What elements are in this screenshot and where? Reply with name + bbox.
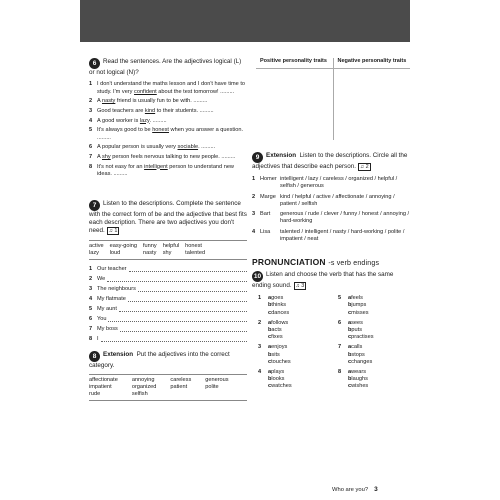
verb-option[interactable] bbox=[268, 334, 288, 341]
exercise-7 bbox=[89, 200, 247, 346]
verb-options bbox=[348, 344, 372, 366]
verb-option[interactable] bbox=[348, 344, 372, 351]
option-letter: c bbox=[348, 334, 352, 341]
item-number: 8 bbox=[89, 163, 93, 170]
option-letter: a bbox=[268, 295, 272, 302]
answer-line bbox=[89, 276, 247, 283]
verb: laughs bbox=[351, 376, 368, 383]
verb-options bbox=[348, 320, 374, 342]
verb: looks bbox=[271, 376, 285, 383]
item-number: 4 bbox=[89, 295, 93, 302]
verb: watches bbox=[271, 383, 292, 390]
person-name: Marge bbox=[260, 193, 276, 200]
verb-group bbox=[338, 295, 410, 317]
verb-option[interactable] bbox=[348, 295, 369, 302]
option-letter: b bbox=[268, 327, 272, 334]
word-column bbox=[185, 243, 205, 257]
item-number: 4 bbox=[89, 117, 93, 124]
verb: follows bbox=[271, 319, 289, 326]
option-letter: b bbox=[348, 376, 352, 383]
adjective: annoying bbox=[131, 377, 155, 384]
write-in-rule[interactable] bbox=[128, 296, 247, 302]
item-number: 1 bbox=[258, 295, 262, 302]
verb-option[interactable] bbox=[348, 383, 368, 390]
option-letter: a bbox=[348, 369, 352, 376]
adjective-options[interactable]: kind / helpful / active / affectionate / annoying / patient / selfish bbox=[280, 193, 395, 207]
verb-option[interactable] bbox=[348, 327, 374, 334]
verb-options bbox=[268, 320, 288, 342]
verb-options bbox=[268, 344, 291, 366]
extension-label: Extension bbox=[266, 152, 297, 159]
sentence-text: A popular person is usually very sociable. ......... bbox=[97, 144, 216, 151]
word: nasty bbox=[143, 249, 157, 256]
verb-group bbox=[258, 295, 330, 317]
exercise-instruction: Listen to the descriptions. Circle all the adjectives that describe each person. bbox=[252, 152, 408, 170]
write-in-rule[interactable] bbox=[119, 306, 247, 312]
option-letter: a bbox=[348, 344, 352, 351]
exercise-instruction: Listen and choose the verb that has the same ending sound. bbox=[252, 271, 394, 289]
option-letter: c bbox=[348, 309, 352, 316]
adjective: organized bbox=[131, 384, 157, 391]
word: easy-going bbox=[109, 242, 137, 249]
verb: changes bbox=[351, 358, 373, 365]
verb-group bbox=[338, 320, 410, 342]
answer-line bbox=[89, 336, 247, 343]
verb-option[interactable] bbox=[268, 352, 291, 359]
verb: fixes bbox=[271, 334, 283, 341]
pronunciation-title: PRONUNCIATION bbox=[252, 257, 326, 267]
verb-options bbox=[348, 295, 369, 317]
item-number: 2 bbox=[89, 275, 93, 282]
word-column bbox=[89, 243, 104, 257]
option-letter: c bbox=[268, 383, 272, 390]
person-row bbox=[252, 176, 412, 190]
sentence-text: It's always good to be honest when you answer a question. ......... bbox=[97, 127, 243, 141]
option-letter: c bbox=[348, 358, 352, 365]
negative-traits-header: Negative personality traits bbox=[333, 58, 411, 68]
verb-option[interactable] bbox=[348, 334, 374, 341]
adjective: generous bbox=[205, 377, 229, 384]
sentence-item bbox=[89, 98, 247, 106]
item-number: 1 bbox=[89, 265, 93, 272]
verb: dances bbox=[271, 309, 290, 316]
word-box bbox=[89, 240, 247, 260]
item-number: 1 bbox=[89, 81, 93, 88]
option-letter: b bbox=[268, 351, 272, 358]
adjective: careless bbox=[170, 377, 192, 384]
verb-options bbox=[268, 369, 292, 391]
verb-option[interactable] bbox=[348, 310, 369, 317]
verb-group bbox=[258, 320, 330, 342]
sentence-item bbox=[89, 144, 247, 152]
verb: thinks bbox=[271, 302, 287, 309]
extension-label: Extension bbox=[103, 351, 134, 358]
header-banner bbox=[80, 0, 410, 42]
word: honest bbox=[185, 242, 202, 249]
sentence-text: A shy person feels nervous talking to new people. ......... bbox=[97, 153, 236, 160]
sentence-item bbox=[89, 108, 247, 116]
adjective: affectionate bbox=[89, 377, 118, 384]
word: shy bbox=[162, 249, 172, 256]
verb: wears bbox=[351, 369, 367, 376]
item-number: 5 bbox=[338, 295, 342, 302]
verb: goes bbox=[271, 295, 284, 302]
verb-option[interactable] bbox=[268, 320, 288, 327]
target-adjective: intelligent bbox=[144, 163, 168, 170]
verb: calls bbox=[351, 344, 363, 351]
item-number: 6 bbox=[338, 319, 342, 326]
adjective-column bbox=[89, 377, 118, 398]
word: funny bbox=[143, 242, 157, 249]
sentence-start: My flatmate bbox=[97, 295, 126, 302]
verb-group bbox=[338, 369, 410, 391]
verb-group bbox=[258, 369, 330, 391]
exercise-6-items bbox=[89, 81, 247, 179]
audio-track-icon[interactable]: ♫ 3 bbox=[295, 283, 305, 289]
item-number: 3 bbox=[252, 211, 256, 218]
item-number: 3 bbox=[258, 344, 262, 351]
target-adjective: confident bbox=[134, 88, 157, 95]
word: active bbox=[89, 242, 104, 249]
adjective-column bbox=[170, 377, 191, 398]
verb-option[interactable] bbox=[268, 295, 289, 302]
answer-line bbox=[89, 316, 247, 323]
target-adjective: kind bbox=[144, 107, 156, 114]
word-column bbox=[110, 243, 137, 257]
item-number: 8 bbox=[338, 369, 342, 376]
verb: stops bbox=[351, 351, 365, 358]
verb-option[interactable] bbox=[268, 310, 289, 317]
verb: plays bbox=[271, 369, 285, 376]
verb: wishes bbox=[351, 383, 369, 390]
option-letter: b bbox=[348, 351, 352, 358]
item-number: 4 bbox=[258, 369, 262, 376]
exercise-7-heading bbox=[89, 200, 247, 236]
page-number: 3 bbox=[374, 486, 378, 493]
audio-track-icon[interactable]: ♫ 2 bbox=[359, 164, 369, 170]
sentence-text: Good teachers are kind to their students. ......... bbox=[97, 107, 214, 114]
word: loud bbox=[109, 249, 121, 256]
option-letter: a bbox=[268, 319, 272, 326]
answer-line bbox=[89, 266, 247, 273]
verb: sees bbox=[351, 319, 363, 326]
verb: puts bbox=[351, 327, 362, 334]
word-column bbox=[163, 243, 179, 257]
sentence-text: A good worker is lazy. ......... bbox=[97, 117, 167, 124]
sentence-item bbox=[89, 154, 247, 162]
write-in-rule[interactable] bbox=[108, 316, 247, 322]
option-letter: a bbox=[348, 295, 352, 302]
item-number: 2 bbox=[89, 98, 93, 105]
adjective: impatient bbox=[89, 384, 112, 391]
word: helpful bbox=[162, 242, 180, 249]
verb-option[interactable] bbox=[348, 369, 368, 376]
item-number: 1 bbox=[252, 176, 256, 183]
item-number: 4 bbox=[252, 228, 256, 235]
sentence-start: My aunt bbox=[97, 305, 117, 312]
exercise-10 bbox=[252, 271, 410, 394]
option-letter: c bbox=[268, 334, 272, 341]
person-row bbox=[252, 229, 412, 243]
item-number: 8 bbox=[89, 335, 93, 342]
person-row bbox=[252, 211, 412, 225]
pronunciation-heading bbox=[252, 257, 379, 267]
person-row bbox=[252, 194, 412, 208]
verb-option[interactable] bbox=[268, 327, 288, 334]
verb-options bbox=[268, 295, 289, 317]
exercise-number: 6 bbox=[89, 58, 100, 69]
sentence-lines bbox=[89, 266, 247, 343]
option-letter: b bbox=[268, 376, 272, 383]
person-name: Bart bbox=[260, 211, 271, 218]
exercise-9 bbox=[252, 152, 412, 247]
sentence-start: My boss bbox=[97, 325, 118, 332]
adjective-options[interactable]: intelligent / lazy / careless / organized / helpful / selfish / generous bbox=[280, 176, 398, 189]
sentence-text: It's not easy for an intelligent person to understand new ideas. ......... bbox=[97, 163, 234, 178]
people-list bbox=[252, 176, 412, 242]
item-number: 7 bbox=[89, 325, 93, 332]
exercise-instruction: Listen to the descriptions. Complete the sentence with the correct form of be and the adjective that best fits each description. There are two adjectives you don't need. bbox=[89, 200, 247, 235]
sentence-start: We bbox=[97, 275, 106, 282]
verb-groups bbox=[252, 295, 410, 393]
verb-option[interactable] bbox=[348, 376, 368, 383]
verb-option[interactable] bbox=[268, 376, 292, 383]
sentence-start: The neighbours bbox=[97, 285, 136, 292]
exercise-number: 9 bbox=[252, 152, 263, 163]
option-letter: a bbox=[268, 344, 272, 351]
sentence-text: I don't understand the maths lesson and I don't have time to study. I'm very confident about the test tomorrow! ......... bbox=[97, 81, 245, 95]
sentence-item bbox=[89, 81, 247, 96]
write-in-rule[interactable] bbox=[120, 326, 247, 332]
option-letter: c bbox=[268, 358, 272, 365]
verb-option[interactable] bbox=[268, 383, 292, 390]
sentence-item bbox=[89, 118, 247, 126]
word: talented bbox=[185, 249, 206, 256]
target-adjective: shy bbox=[101, 153, 111, 160]
exercise-instruction: Put the adjectives into the correct category. bbox=[89, 351, 230, 369]
verb-options bbox=[348, 369, 368, 391]
traits-divider bbox=[333, 68, 334, 140]
word: lazy bbox=[89, 249, 99, 256]
write-in-rule[interactable] bbox=[138, 286, 247, 292]
option-letter: a bbox=[268, 369, 272, 376]
exercise-10-heading bbox=[252, 271, 410, 290]
pronunciation-subtitle: -s verb endings bbox=[328, 260, 380, 267]
adjective-options[interactable]: talented / intelligent / nasty / hard-working / polite / impatient / neat bbox=[280, 228, 405, 242]
verb-option[interactable] bbox=[348, 352, 372, 359]
audio-track-icon[interactable]: ♫ 1 bbox=[108, 228, 118, 235]
exercise-number: 7 bbox=[89, 200, 100, 211]
verb-option[interactable] bbox=[268, 369, 292, 376]
target-adjective: sociable bbox=[177, 144, 199, 151]
exercise-number: 8 bbox=[89, 351, 100, 362]
verb-option[interactable] bbox=[348, 359, 372, 366]
option-letter: b bbox=[268, 302, 272, 309]
target-adjective: lazy bbox=[139, 117, 150, 124]
item-number: 5 bbox=[89, 127, 93, 134]
verb-option[interactable] bbox=[268, 344, 291, 351]
exercise-number: 10 bbox=[253, 273, 262, 280]
word-column bbox=[143, 243, 157, 257]
verb-option[interactable] bbox=[268, 302, 289, 309]
adjective-column bbox=[205, 377, 228, 398]
verb: jumps bbox=[351, 302, 367, 309]
item-number: 6 bbox=[89, 315, 93, 322]
item-number: 7 bbox=[89, 153, 93, 160]
exercise-8 bbox=[89, 351, 247, 401]
verb: touches bbox=[271, 358, 291, 365]
verb: enjoys bbox=[271, 344, 288, 351]
option-letter: b bbox=[348, 327, 352, 334]
exercise-9-heading bbox=[252, 152, 412, 171]
answer-line bbox=[89, 326, 247, 333]
verb-option[interactable] bbox=[268, 359, 291, 366]
exercise-instruction: Read the sentences. Are the adjectives logical (L) or not logical (N)? bbox=[89, 58, 242, 76]
verb-option[interactable] bbox=[348, 302, 369, 309]
target-adjective: honest bbox=[152, 127, 169, 134]
adjective-options[interactable]: generous / rude / clever / funny / honest / annoying / hard-working bbox=[280, 211, 410, 225]
option-letter: c bbox=[268, 309, 272, 316]
positive-traits-header: Positive personality traits bbox=[260, 58, 327, 64]
adjective: selfish bbox=[131, 391, 148, 398]
item-number: 5 bbox=[89, 305, 93, 312]
sentence-item bbox=[89, 127, 247, 142]
sentence-start: Our teacher bbox=[97, 265, 127, 272]
adjective-box bbox=[89, 374, 247, 401]
option-letter: c bbox=[348, 383, 352, 390]
answer-line bbox=[89, 306, 247, 313]
target-adjective: nasty bbox=[101, 98, 116, 105]
write-in-rule[interactable] bbox=[107, 276, 247, 282]
option-letter: b bbox=[348, 302, 352, 309]
write-in-rule[interactable] bbox=[129, 266, 247, 272]
item-number: 2 bbox=[252, 193, 256, 200]
item-number: 3 bbox=[89, 285, 93, 292]
sentence-text: A nasty friend is usually fun to be with. ......... bbox=[97, 98, 208, 105]
item-number: 6 bbox=[89, 144, 93, 151]
exercise-6 bbox=[89, 58, 247, 181]
adjective: patient bbox=[170, 384, 188, 391]
answer-line bbox=[89, 286, 247, 293]
verb-group bbox=[338, 344, 410, 366]
verb: practises bbox=[351, 334, 374, 341]
item-number: 2 bbox=[258, 319, 262, 326]
verb: feels bbox=[351, 295, 363, 302]
answer-line bbox=[89, 296, 247, 303]
verb: sits bbox=[271, 351, 280, 358]
exercise-8-heading bbox=[89, 351, 247, 370]
verb-group bbox=[258, 344, 330, 366]
person-name: Lisa bbox=[260, 228, 271, 235]
verb: misses bbox=[351, 309, 369, 316]
footer-unit-title: Who are you? bbox=[332, 487, 369, 493]
verb: acts bbox=[271, 327, 282, 334]
verb-option[interactable] bbox=[348, 320, 374, 327]
item-number: 3 bbox=[89, 107, 93, 114]
sentence-item bbox=[89, 164, 247, 179]
exercise-6-heading bbox=[89, 58, 247, 77]
sentence-start: I bbox=[97, 335, 99, 342]
sentence-start: You bbox=[97, 315, 107, 322]
adjective-column bbox=[132, 377, 157, 398]
adjective: polite bbox=[205, 384, 219, 391]
option-letter: a bbox=[348, 319, 352, 326]
write-in-rule[interactable] bbox=[101, 336, 247, 342]
item-number: 7 bbox=[338, 344, 342, 351]
page-footer bbox=[332, 486, 378, 493]
person-name: Homer bbox=[260, 176, 277, 183]
adjective: rude bbox=[89, 391, 101, 398]
